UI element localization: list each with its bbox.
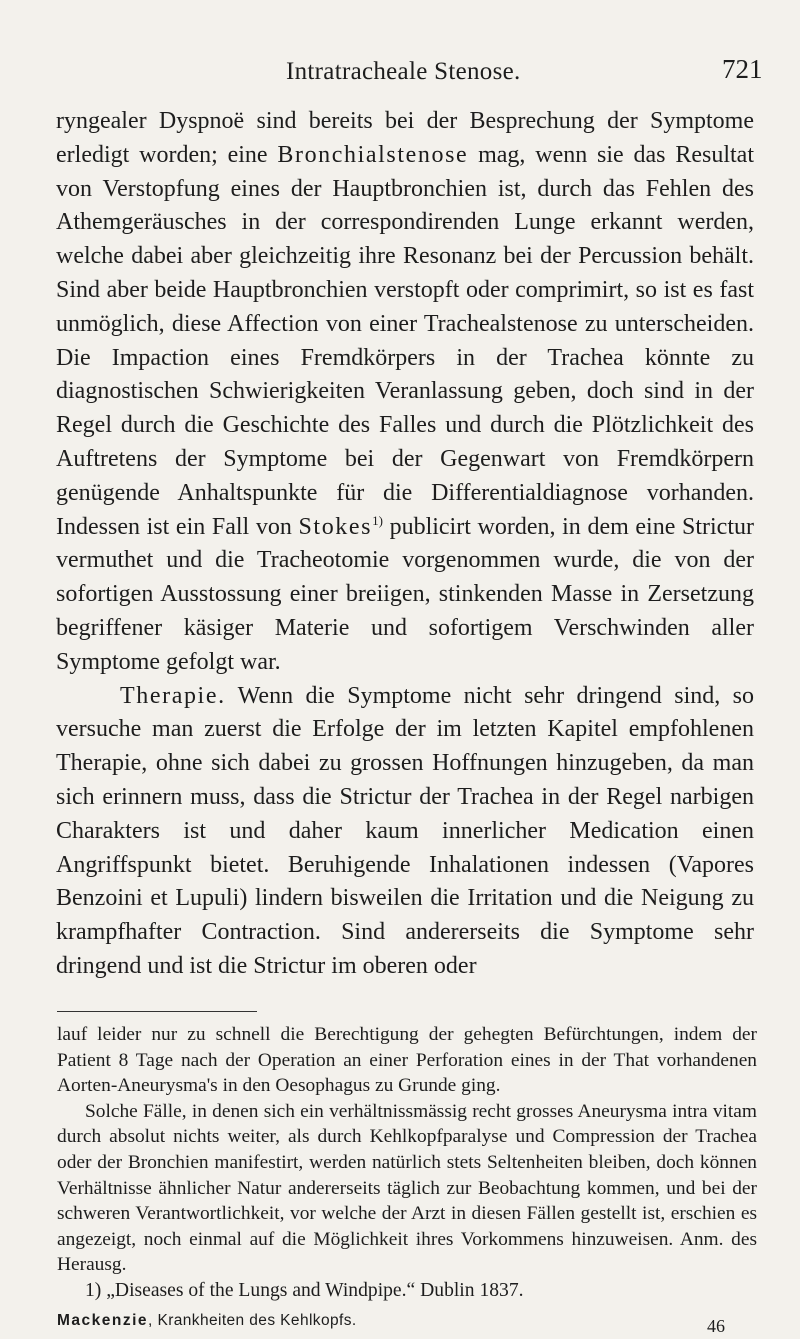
main-text (56, 105, 754, 984)
signature-author: Mackenzie (57, 1311, 149, 1329)
footnote-continuation: lauf leider nur zu schnell die Berechtigung der gehegten Befürchtungen, indem der Patient 8 Tage nach der Operation an einer Perforation eines in der That vorhandenen Aorten-Aneurysma's in den Oesophagus zu Grunde ging. (57, 1024, 757, 1097)
printer-signature (57, 1308, 357, 1334)
footnotes (57, 1022, 757, 1336)
signature-row (57, 1304, 757, 1336)
footnote-reference: 1) „Diseases of the Lungs and Windpipe.“ Dublin 1837. (85, 1279, 524, 1301)
p1-text-a: ryngealer Dyspnoë sind bereits bei der Besprechung der Symptome erledigt worden; eine (56, 108, 754, 168)
editor-note: Solche Fälle, in denen sich ein verhältnissmässig recht grosses Aneurysma intra vitam durch absolut nichts weiter, als durch Kehlkopfparalyse und Compression der Trachea oder der Bronchien manifestirt, werden natürlich stets Seltenheiten bleiben, doch können Verhältnisse ähnlicher Natur andererseits täglich zur Beobachtung kommen, und bei der schweren Verantwortlichkeit, vor welche der Arzt in diesen Fällen gestellt ist, erschien es angezeigt, noch einmal auf die Möglichkeit ihres Vorkommens hinzuweisen. Anm. des Herausg. (57, 1100, 757, 1276)
footnote-marker[interactable]: 1) (372, 512, 383, 528)
signature-title: , Krankheiten des Kehlkopfs. (148, 1311, 357, 1329)
page-number: 721 (722, 54, 763, 84)
p2-text: Wenn die Symptome nicht sehr dringend sind, so versuche man zuerst die Erfolge der im letzten Kapitel empfohlenen Therapie, ohne sich dabei zu grossen Hoffnungen hinzugeben, da man sich erinnern muss, dass die Strictur der Trachea in der Regel narbigen Charakters ist und daher kaum innerlicher Medication einen Angriffspunkt bietet. Beruhigende Inhalationen indessen (Vapores Benzoini et Lupuli) lindern bisweilen die Irritation und die Neigung zu krampfhafter Contraction. Sind andererseits die Symptome sehr dringend und ist die Strictur im oberen oder (56, 682, 754, 979)
therapy-heading: Therapie. (120, 682, 226, 709)
footnote-divider (57, 1011, 257, 1012)
paragraph-therapy (56, 680, 754, 984)
signature-number: 46 (707, 1315, 725, 1336)
author-stokes: Stokes (298, 513, 373, 540)
running-title: Intratracheale Stenose. (286, 58, 521, 85)
paragraph-diagnosis (56, 105, 754, 680)
term-bronchialstenose: Bronchialstenose (277, 141, 469, 168)
page-header (0, 54, 800, 98)
p1-text-c: publicirt worden, in dem eine Strictur vermuthet und die Tracheotomie vorgenommen wurde, die von der sofortigen Ausstossung einer breiigen, stinkenden Masse in Zersetzung begriffener käsiger Materie und sofortigem Verschwinden aller Symptome gefolgt war. (56, 513, 754, 675)
p1-text-b: mag, wenn sie das Resultat von Verstopfung eines der Hauptbronchien ist, durch das Fehlen des Athemgeräusches in der correspondirenden Lunge erkannt werden, welche dabei aber gleichzeitig ihre Resonanz bei der Percussion behält. Sind aber beide Hauptbronchien verstopft oder comprimirt, so ist es fast unmöglich, diese Affection von einer Trachealstenose zu unterscheiden. Die Impaction eines Fremdkörpers in der Trachea könnte zu diagnostischen Schwierigkeiten Veranlassung geben, doch sind in der Regel durch die Geschichte des Falles und durch die Plötzlichkeit des Auftretens der Symptome bei der Gegenwart von Fremdkörpern genügende Anhaltspunkte für die Differentialdiagnose vorhanden. Indessen ist ein Fall von (56, 141, 754, 540)
